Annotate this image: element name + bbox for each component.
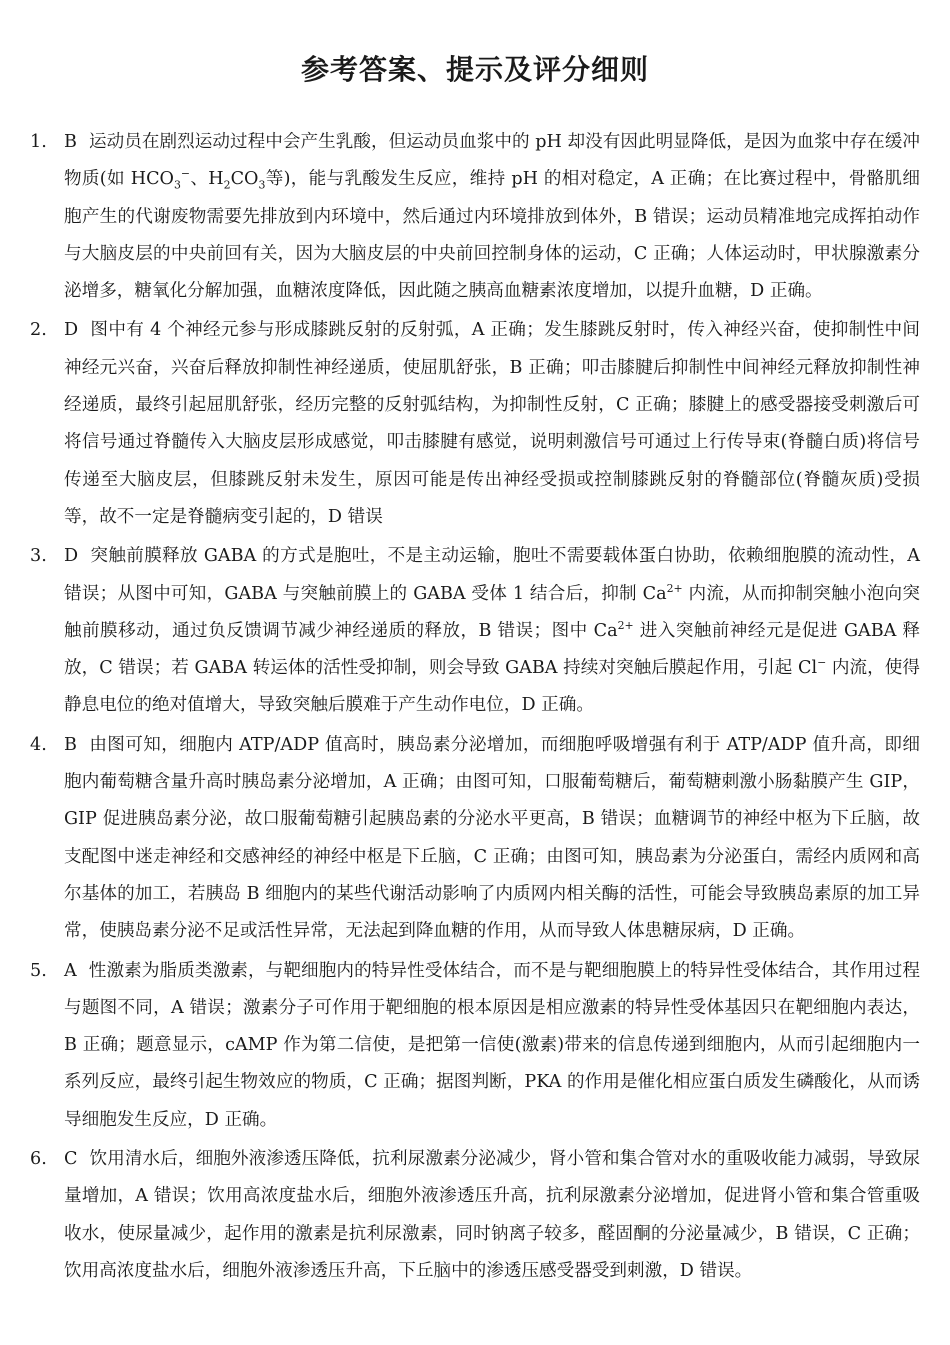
answer-letter: B (64, 132, 77, 152)
answer-letter: D (64, 320, 79, 341)
explanation-text: 突触前膜释放 GABA 的方式是胞吐，不是主动运输，胞吐不需要载体蛋白协助，依赖细胞膜的流动性，A 错误；从图中可知，GABA 与突触前膜上的 GABA 受体 1 结合后，抑制 Ca (64, 546, 920, 604)
answer-item-5 (30, 953, 920, 1139)
subscript: 2 (223, 178, 231, 192)
explanation-text: 内流，使得静息电位的绝对值增大，导致突触后膜难于产生动作电位，D 正确。 (64, 658, 921, 716)
explanation-text: 、H (190, 169, 224, 190)
item-number: 3. (30, 546, 47, 567)
answer-item-3 (30, 538, 920, 724)
item-number: 2. (30, 320, 47, 341)
answer-letter: A (64, 960, 77, 981)
explanation-text: 进入突触前神经元是促进 GABA 释放，C 错误；若 GABA 转运体的活性受抑制，则会导致 GABA 持续对突触后膜起作用，引起 Cl (64, 620, 920, 679)
answer-list (30, 124, 920, 1290)
explanation-text: 饮用清水后，细胞外液渗透压降低，抗利尿激素分泌减少，肾小管和集合管对水的重吸收能力减弱，导致尿量增加，A 错误；饮用高浓度盐水后，细胞外液渗透压升高，抗利尿激素分泌增加，促进肾小管和集合管重吸收水，使尿量减少，起作用的激素是抗利尿激素，同时钠离子较多，醛固酮的分泌量减少，B 错误，C 正确；饮用高浓度盐水后，细胞外液渗透压升高，下丘脑中的渗透压感受器受到刺激，D 错误。 (64, 1149, 920, 1281)
explanation-text: 由图可知，细胞内 ATP/ADP 值高时，胰岛素分泌增加，而细胞呼吸增强有利于 ATP/ADP 值升高，即细胞内葡萄糖含量升高时胰岛素分泌增加，A 正确；由图可知，口服葡萄糖后，葡萄糖刺激小肠黏膜产生 GIP，GIP 促进胰岛素分泌，故口服葡萄糖引起胰岛素的分泌水平更高，B 错误；血糖调节的神经中枢为下丘脑，故支配图中迷走神经和交感神经的神经中枢是下丘脑，C 正确；由图可知，胰岛素为分泌蛋白，需经内质网和高尔基体的加工，若胰岛 B 细胞内的某些代谢活动影响了内质网内相关酶的活性，可能会导致胰岛素原的加工异常，使胰岛素分泌不足或活性异常，无法起到降血糖的作用，从而导致人体患糖尿病，D 正确。 (64, 734, 920, 942)
explanation-text: 内流，从而抑制突触小泡向突触前膜移动，通过负反馈调节减少神经递质的释放，B 错误；图中 Ca (64, 583, 920, 641)
answer-item-6 (30, 1141, 920, 1290)
explanation-text: 运动员在剧烈运动过程中会产生乳酸，但运动员血浆中的 pH 却没有因此明显降低，是因为血浆中存在缓冲物质(如 HCO (64, 132, 920, 190)
explanation-text: 等)，能与乳酸发生反应，维持 pH 的相对稳定，A 正确；在比赛过程中，骨骼肌细胞产生的代谢废物需要先排放到内环境中，然后通过内环境排放到体外，B 错误；运动员精准地完成挥拍动作与大脑皮层的中央前回有关，因为大脑皮层的中央前回控制身体的运动，C 正确；人体运动时，甲状腺激素分泌增多，糖氧化分解加强，血糖浓度降低，因此随之胰高血糖素浓度增加，以提升血糖，D 正确。 (64, 169, 921, 302)
explanation-text: 图中有 4 个神经元参与形成膝跳反射的反射弧，A 正确；发生膝跳反射时，传入神经兴奋，使抑制性中间神经元兴奋，兴奋后释放抑制性神经递质，使屈肌舒张，B 正确；叩击膝腱后抑制性中间神经元释放抑制性神经递质，最终引起屈肌舒张，经历完整的反射弧结构，为抑制性反射，C 正确；膝腱上的感受器接受刺激后可将信号通过脊髓传入大脑皮层形成感觉，叩击膝腱有感觉，说明刺激信号可通过上行传导束(脊髓白质)将信号传递至大脑皮层，但膝跳反射未发生，原因可能是传出神经受损或控制膝跳反射的脊髓部位(脊髓灰质)受损等，故不一定是脊髓病变引起的，D 错误 (64, 320, 920, 527)
item-number: 6. (30, 1149, 47, 1170)
answer-letter: C (64, 1149, 78, 1170)
explanation-text: 性激素为脂质类激素，与靶细胞内的特异性受体结合，而不是与靶细胞膜上的特异性受体结合，其作用过程与题图不同，A 错误；激素分子可作用于靶细胞的根本原因是相应激素的特异性受体基因只在靶细胞内表达，B 正确；题意显示，cAMP 作为第二信使，是把第一信使(激素)带来的信息传递到细胞内，从而引起细胞内一系列反应，最终引起生物效应的物质，C 正确；据图判断，PKA 的作用是催化相应蛋白质发生磷酸化，从而诱导细胞发生反应，D 正确。 (64, 960, 920, 1130)
item-number: 5. (30, 960, 47, 981)
answer-item-2 (30, 312, 920, 536)
answer-letter: B (64, 734, 77, 755)
superscript: − (180, 167, 191, 181)
superscript: − (817, 656, 827, 670)
superscript: 2+ (666, 581, 683, 595)
answer-item-4 (30, 727, 920, 951)
superscript: 2+ (617, 619, 634, 632)
subscript: 3 (258, 178, 266, 192)
item-number: 1. (30, 132, 47, 152)
answer-item-1 (30, 124, 920, 310)
subscript: 3 (173, 178, 181, 192)
item-number: 4. (30, 734, 47, 755)
answer-letter: D (64, 546, 79, 567)
page-title: 参考答案、提示及评分细则 (300, 53, 649, 86)
explanation-text: CO (230, 169, 259, 190)
